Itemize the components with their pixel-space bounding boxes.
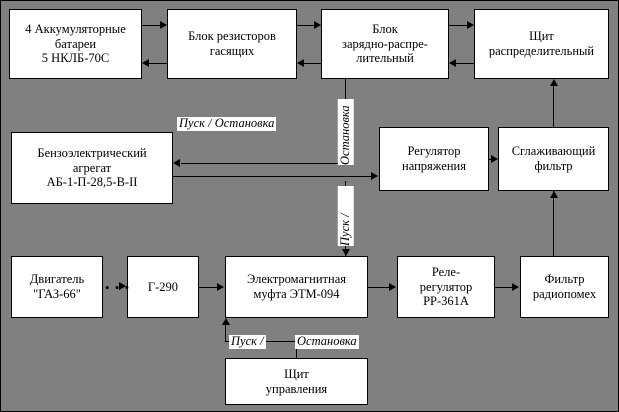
- block-shield-distrib: [474, 9, 609, 79]
- block-relay-regulator: [397, 256, 495, 318]
- block-engine: [11, 256, 103, 318]
- arrow-charge-shield: [467, 21, 474, 29]
- arrow-shield-charge: [449, 59, 456, 67]
- label-stop-vertical: Остановка: [338, 99, 354, 165]
- conn-smoothing-noise: [553, 191, 554, 256]
- block-shield-distrib-label: Щит распределительный: [488, 29, 595, 58]
- block-control-panel-label: Щит управления: [265, 366, 328, 396]
- block-generator: [127, 256, 199, 318]
- conn-smoothing-shield: [553, 86, 554, 127]
- arrow-clutch-relay: [389, 283, 396, 291]
- conn-shield-charge: [456, 63, 474, 64]
- arrow-clutch-down: [342, 249, 350, 256]
- block-em-clutch-label: Электромагнитная муфта ЭТМ-094: [247, 272, 346, 301]
- block-resistors: [167, 9, 297, 79]
- block-generator-label: Г-290: [147, 279, 179, 294]
- block-voltage-regulator: [379, 127, 489, 191]
- label-start-stop-top: Пуск / Остановка: [179, 116, 275, 130]
- conn-to-gasoline: [181, 163, 345, 164]
- conn-charge-shield: [449, 25, 467, 26]
- block-noise-filter-label: Фильтр радиопомех: [532, 272, 597, 301]
- arrow-smoothing-shield: [550, 79, 558, 86]
- conn-batteries-resistors: [142, 25, 160, 26]
- arrow-to-gasoline: [173, 159, 180, 167]
- block-resistors-label: Блок резисторов гасящих: [188, 29, 276, 58]
- conn-gasoline-voltage: [173, 176, 371, 177]
- block-gasoline-unit-label: Бензоэлектрический агрегат АБ-1-П-28,5-В-II: [37, 145, 147, 190]
- conn-generator-clutch: [199, 287, 217, 288]
- block-noise-filter: [520, 256, 609, 318]
- block-control-panel: [225, 358, 368, 405]
- block-smoothing-filter: [498, 127, 609, 191]
- conn-relay-noise: [495, 287, 512, 288]
- block-em-clutch: [225, 256, 368, 318]
- block-gasoline-unit: [11, 132, 173, 204]
- conn-resistors-batteries: [149, 63, 167, 64]
- block-batteries-label: 4 Аккумуляторные батареи 5 НКЛБ-70С: [25, 21, 126, 66]
- block-engine-label: Двигатель "ГАЗ-66": [29, 272, 85, 301]
- arrow-control-clutch: [222, 318, 230, 325]
- arrow-generator-clutch: [217, 283, 224, 291]
- arrow-gasoline-voltage: [371, 172, 378, 180]
- conn-control-vert-left: [225, 325, 226, 341]
- block-relay-regulator-label: Реле- регулятор РР-361А: [419, 264, 473, 309]
- label-start-vertical: Пуск /: [338, 186, 354, 246]
- arrow-batteries-resistors: [160, 21, 167, 29]
- conn-resistors-charge: [297, 25, 314, 26]
- conn-engine-generator-dots: • • •: [105, 280, 131, 295]
- label-start-bottom: Пуск /: [231, 334, 264, 348]
- arrow-resistors-batteries: [142, 59, 149, 67]
- conn-clutch-relay: [368, 287, 389, 288]
- block-batteries: [9, 9, 142, 79]
- arrow-noise-smoothing: [550, 191, 558, 198]
- arrow-charge-resistors: [297, 59, 304, 67]
- arrow-engine-generator: [119, 282, 126, 290]
- arrow-resistors-charge: [314, 21, 321, 29]
- block-smoothing-filter-label: Сглаживающий фильтр: [511, 144, 596, 173]
- block-voltage-regulator-label: Регулятор напряжения: [402, 144, 466, 173]
- block-charge-distrib: [321, 9, 449, 79]
- label-stop-bottom: Остановка: [297, 334, 357, 348]
- block-charge-distrib-label: Блок зарядно-распре- лительный: [342, 21, 428, 66]
- arrow-relay-noise: [512, 283, 519, 291]
- arrow-voltage-smoothing: [491, 155, 498, 163]
- conn-charge-resistors: [304, 63, 321, 64]
